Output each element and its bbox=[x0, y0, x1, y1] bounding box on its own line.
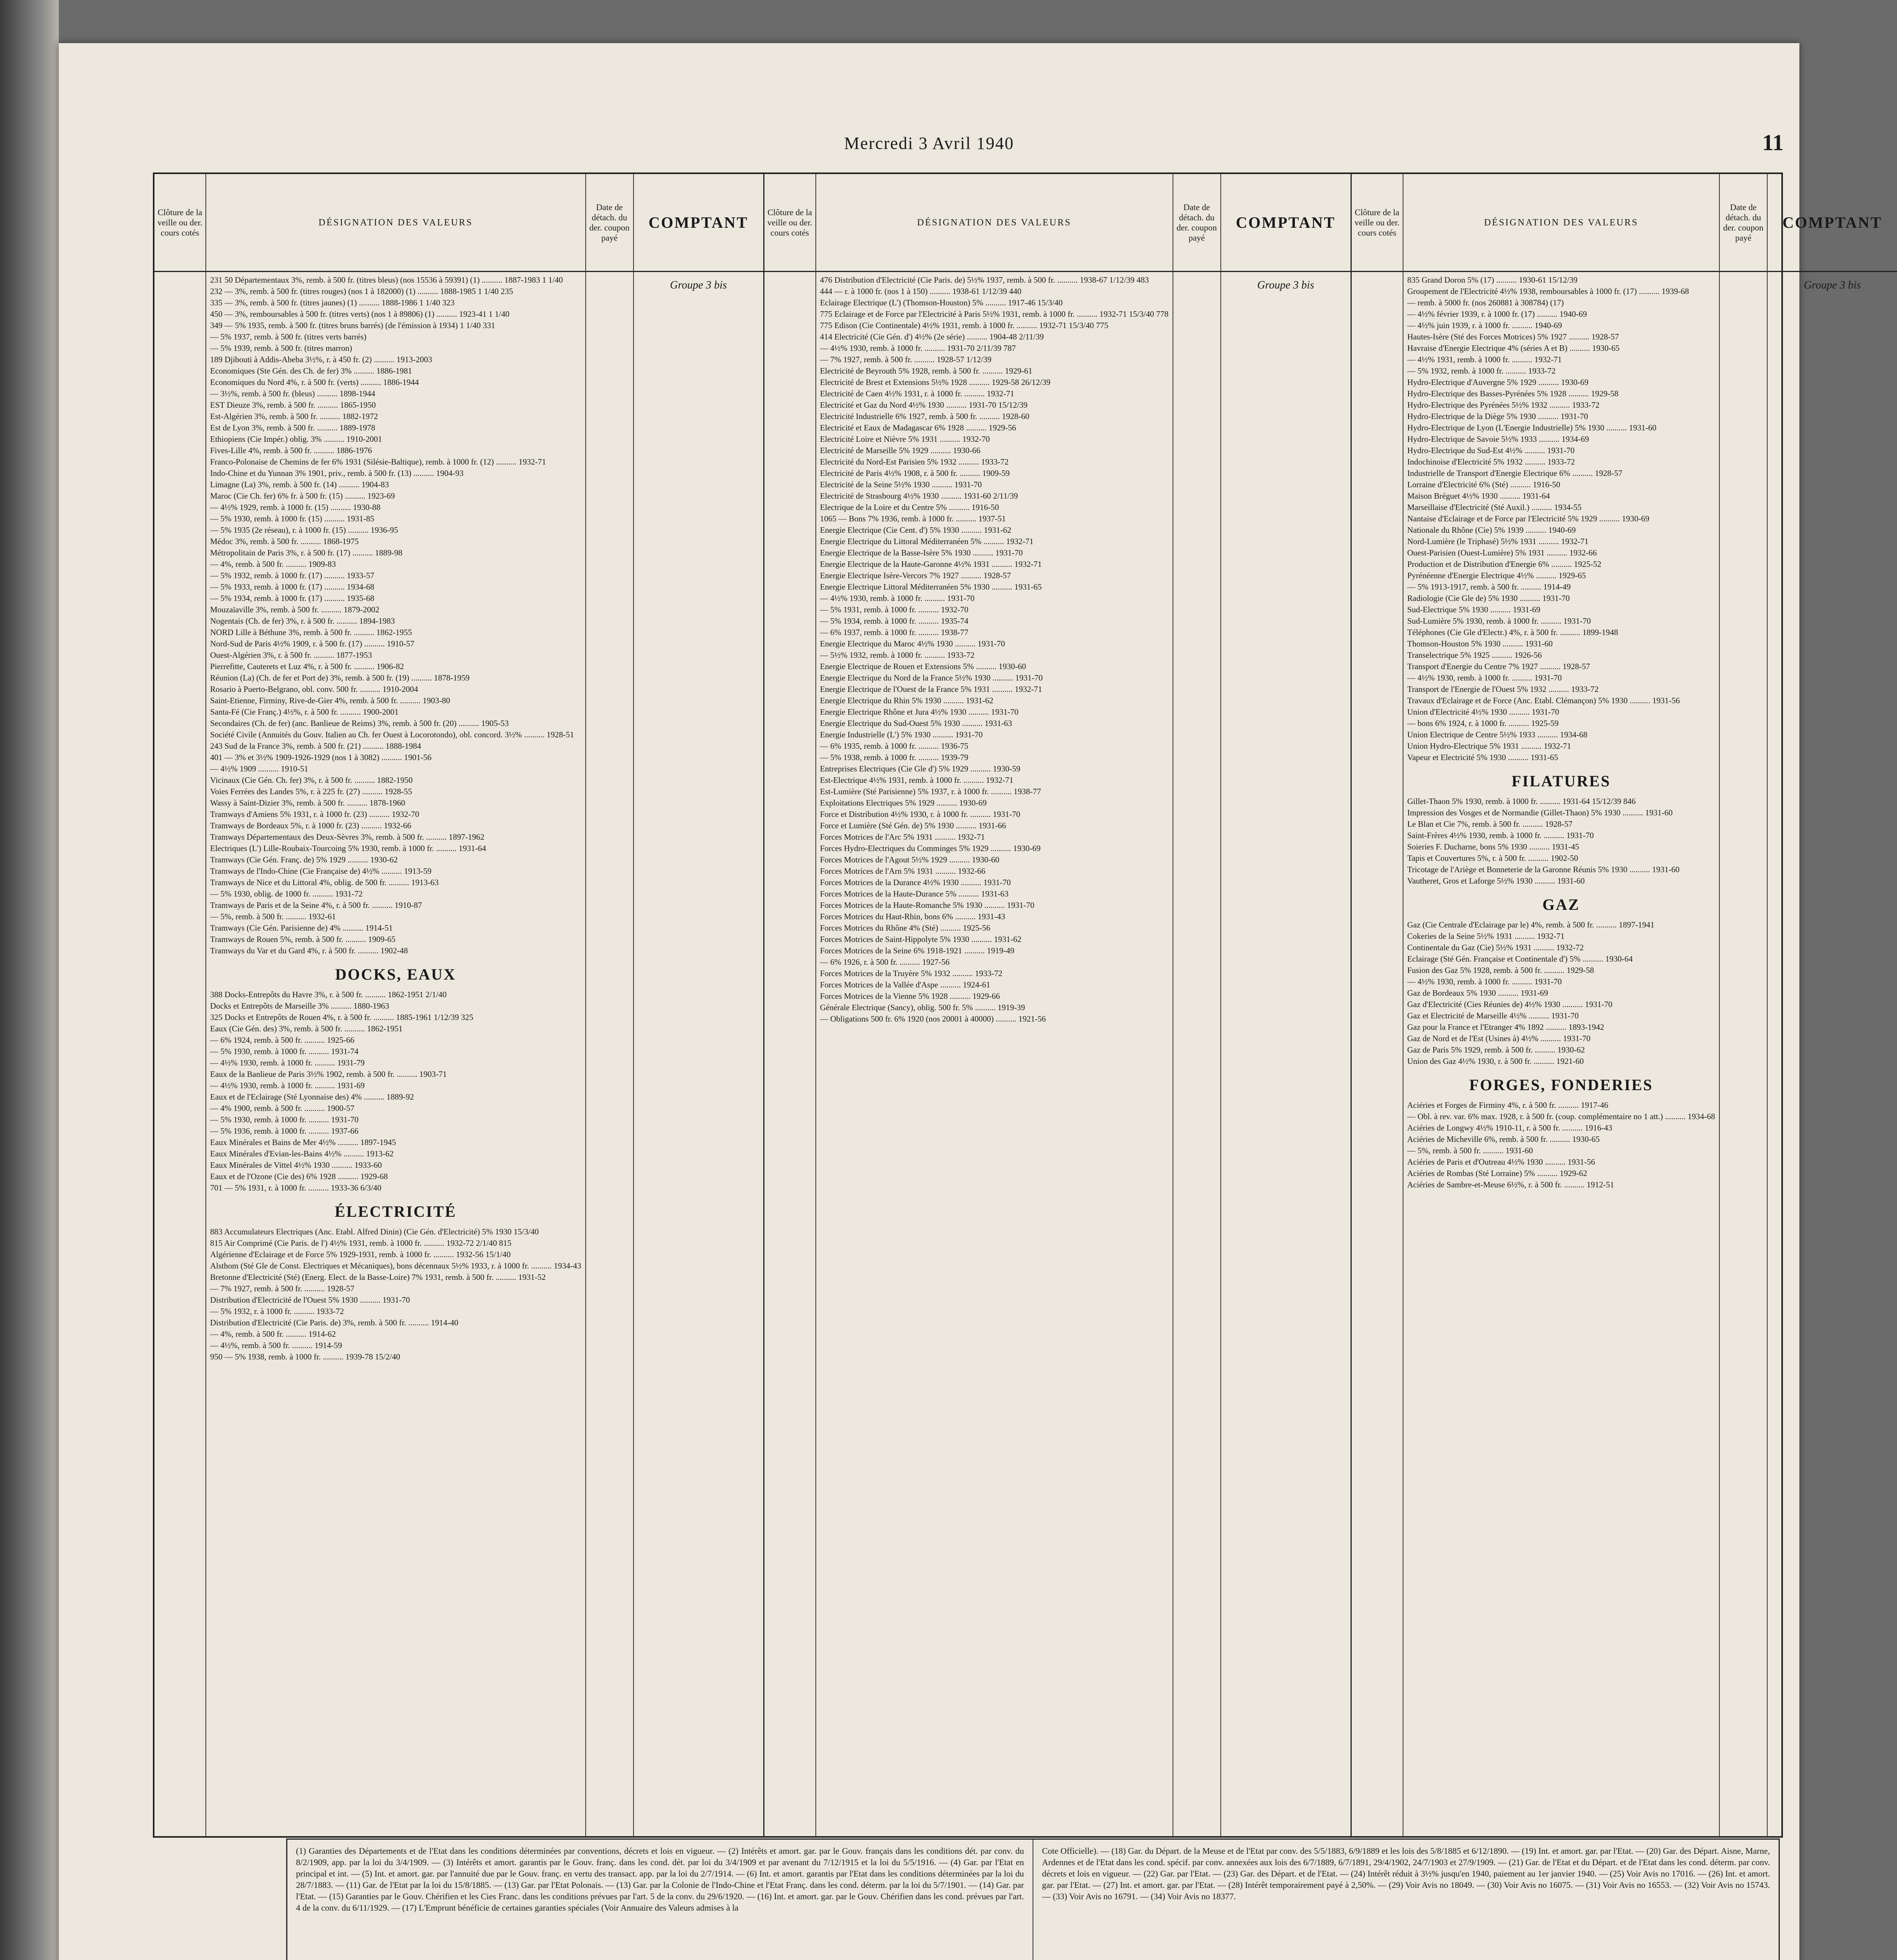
comptant-header: COMPTANT bbox=[1768, 174, 1897, 272]
table-row: Franco-Polonaise de Chemins de fer 6% 1931 (Silésie-Baltique), remb. à 1000 fr. (12) .......... 1932-71 bbox=[210, 457, 546, 466]
table-row: Générale Electrique (Sancy), oblig. 500 fr. 5% .......... 1919-39 bbox=[820, 1003, 1025, 1012]
cloture-column bbox=[764, 174, 816, 1836]
table-row: — 4½% 1930, remb. à 1000 fr. .......... 1931-70 bbox=[1407, 977, 1562, 986]
table-row: Forces Motrices de la Truyère 5% 1932 .......... 1933-72 bbox=[820, 969, 1003, 978]
table-row: Docks et Entrepôts de Marseille 3% .......... 1880-1963 bbox=[210, 1001, 389, 1011]
table-row: Forces Motrices de l'Arc 5% 1931 .......... 1932-71 bbox=[820, 832, 985, 842]
table-row: Alsthom (Sté Gle de Const. Electriques et Mécaniques), bons décennaux 5½% 1933, r. à 1000 fr. .......... 1934-43 bbox=[210, 1261, 581, 1270]
table-row: 883 Accumulateurs Electriques (Anc. Etabl. Alfred Dinin) (Cie Gén. d'Electricité) 5% 1930 15/3/40 bbox=[210, 1227, 539, 1236]
table-row: Energie Electrique du Maroc 4½% 1930 .......... 1931-70 bbox=[820, 639, 1005, 648]
table-row: — 6% 1926, r. à 500 fr. .......... 1927-56 bbox=[820, 957, 950, 967]
table-row: Réunion (La) (Ch. de fer et Port de) 3%, remb. à 500 fr. (19) .......... 1878-1959 bbox=[210, 673, 470, 682]
table-row: Téléphones (Cie Gle d'Electr.) 4%, r. à 500 fr. .......... 1899-1948 bbox=[1407, 628, 1618, 637]
cloture-column bbox=[1352, 174, 1403, 1836]
table-row: Transport d'Energie du Centre 7% 1927 .......... 1928-57 bbox=[1407, 662, 1590, 671]
table-row: Electricité Loire et Nièvre 5% 1931 .......... 1932-70 bbox=[820, 434, 990, 444]
electricite-list bbox=[210, 1226, 581, 1363]
section-gaz: GAZ bbox=[1542, 896, 1580, 913]
table-row: Le Blan et Cie 7%, remb. à 500 fr. .......... 1928-57 bbox=[1407, 819, 1573, 829]
table-row: — 4½% 1909 .......... 1910-51 bbox=[210, 764, 309, 773]
table-row: Economiques (Ste Gén. des Ch. de fer) 3% .......... 1886-1981 bbox=[210, 366, 412, 376]
table-row: 388 Docks-Entrepôts du Havre 3%, r. à 500 fr. .......... 1862-1951 2/1/40 bbox=[210, 990, 447, 999]
table-row: Production et de Distribution d'Energie 6% .......... 1925-52 bbox=[1407, 559, 1601, 569]
table-row: Nord-Sud de Paris 4½% 1909, r. à 500 fr. (17) .......... 1910-57 bbox=[210, 639, 414, 648]
table-row: Eaux et de l'Ozone (Cie des) 6% 1928 .......... 1929-68 bbox=[210, 1172, 388, 1181]
table-row: Ouest-Algérien 3%, r. à 500 fr. .......... 1877-1953 bbox=[210, 650, 372, 660]
date-detach-header: Date de détach. du der. coupon payé bbox=[1173, 174, 1220, 272]
table-row: Gaz de Paris 5% 1929, remb. à 500 fr. .......... 1930-62 bbox=[1407, 1045, 1585, 1054]
table-row: 775 Eclairage et de Force par l'Electricité à Paris 5½% 1931, remb. à 1000 fr. .......... 1932-71 15/3/40 778 bbox=[820, 309, 1169, 319]
table-row: 815 Air Comprimé (Cie Paris. de l') 4½% 1931, remb. à 1000 fr. .......... 1932-72 2/1/40 815 bbox=[210, 1238, 512, 1248]
table-row: 414 Electricité (Cie Gén. d') 4½% (2e série) .......... 1904-48 2/11/39 bbox=[820, 332, 1044, 341]
table-row: — 4½% 1930, remb. à 1000 fr. .......... 1931-70 bbox=[820, 593, 975, 603]
table-row: Nantaise d'Eclairage et de Force par l'Electricité 5% 1929 .......... 1930-69 bbox=[1407, 514, 1650, 523]
column-block-3 bbox=[1352, 174, 1897, 1836]
newspaper-page bbox=[59, 43, 1882, 1960]
table-row: Société Civile (Annuités du Gouv. Italien au Ch. fer Ouest à Locorotondo), obl. concord. 3½% .......... 1928-51 bbox=[210, 730, 574, 739]
table-row: Gaz et Electricité de Marseille 4½% .......... 1931-70 bbox=[1407, 1011, 1579, 1020]
hydro-list bbox=[1407, 274, 1715, 763]
table-row: Médoc 3%, remb. à 500 fr. .......... 1868-1975 bbox=[210, 537, 359, 546]
docks-list bbox=[210, 989, 581, 1194]
table-row: Travaux d'Eclairage et de Force (Anc. Etabl. Clémançon) 5% 1930 .......... 1931-56 bbox=[1407, 696, 1680, 705]
page-date-header: Mercredi 3 Avril 1940 bbox=[844, 134, 1014, 153]
comptant-header: COMPTANT bbox=[634, 174, 763, 272]
table-row: Gaz de Bordeaux 5% 1930 .......... 1931-69 bbox=[1407, 988, 1548, 998]
table-row: Maison Bréguet 4½% 1930 .......... 1931-64 bbox=[1407, 491, 1550, 501]
table-row: Gillet-Thaon 5% 1930, remb. à 1000 fr. .......... 1931-64 15/12/39 846 bbox=[1407, 797, 1636, 806]
electricite-list-continued bbox=[820, 274, 1169, 1025]
table-row: Tramways de Paris et de la Seine 4%, r. à 500 fr. .......... 1910-87 bbox=[210, 900, 422, 910]
table-row: — 5% 1939, remb. à 500 fr. (titres marron) bbox=[210, 343, 352, 353]
book-binding bbox=[0, 0, 59, 1960]
table-row: Forces Motrices de la Durance 4½% 1930 .......... 1931-70 bbox=[820, 878, 1011, 887]
table-row: Wassy à Saint-Dizier 3%, remb. à 500 fr. .......... 1878-1960 bbox=[210, 798, 405, 808]
section-electricite: ÉLECTRICITÉ bbox=[334, 1203, 457, 1220]
groupe-label: Groupe 3 bis bbox=[670, 279, 727, 291]
table-row: Vicinaux (Cie Gén. Ch. fer) 3%, r. à 500 fr. .......... 1882-1950 bbox=[210, 775, 413, 785]
table-row: 401 — 3% et 3½% 1909-1926-1929 (nos 1 à 3082) .......... 1901-56 bbox=[210, 753, 432, 762]
table-row: Energie Electrique du Sud-Ouest 5% 1930 .......... 1931-63 bbox=[820, 719, 1012, 728]
designation-header: DÉSIGNATION DES VALEURS bbox=[1403, 174, 1719, 272]
cloture-column bbox=[154, 174, 206, 1836]
table-row: Est-Electrique 4½% 1931, remb. à 1000 fr. .......... 1932-71 bbox=[820, 775, 1013, 785]
table-row: Nogentais (Ch. de fer) 3%, r. à 500 fr. .......... 1894-1983 bbox=[210, 616, 395, 626]
page-number: 11 bbox=[1762, 130, 1784, 155]
table-row: Continentale du Gaz (Cie) 5½% 1931 .......... 1932-72 bbox=[1407, 943, 1584, 952]
table-row: Gaz (Cie Centrale d'Eclairage par le) 4%, remb. à 500 fr. .......... 1897-1941 bbox=[1407, 920, 1655, 929]
table-row: — 5% 1932, r. à 1000 fr. .......... 1933-72 bbox=[210, 1307, 344, 1316]
table-row: — 4½% 1930, remb. à 1000 fr. .......... 1931-70 2/11/39 787 bbox=[820, 343, 1016, 353]
table-row: Aciéries de Rombas (Sté Lorraine) 5% .......... 1929-62 bbox=[1407, 1169, 1587, 1178]
table-row: — 4½% 1929, remb. à 1000 fr. (15) .......... 1930-88 bbox=[210, 503, 381, 512]
table-row: Aciéries de Longwy 4½% 1910-11, r. à 500 fr. .......... 1916-43 bbox=[1407, 1123, 1612, 1132]
table-row: Energie Electrique Rhône et Jura 4½% 1930 .......... 1931-70 bbox=[820, 707, 1018, 717]
table-row: — 5½% 1932, remb. à 1000 fr. .......... 1933-72 bbox=[820, 650, 975, 660]
table-row: Indo-Chine et du Yunnan 3% 1901, priv., remb. à 500 fr. (13) .......... 1904-93 bbox=[210, 468, 464, 478]
table-row: — 5% 1930, remb. à 1000 fr. .......... 1931-74 bbox=[210, 1047, 359, 1056]
table-row: Forces Motrices du Haut-Rhin, bons 6% .......... 1931-43 bbox=[820, 912, 1006, 921]
table-row: Eaux Minérales et Bains de Mer 4½% .......... 1897-1945 bbox=[210, 1138, 396, 1147]
date-detach-column bbox=[586, 174, 634, 1836]
table-row: Union Hydro-Electrique 5% 1931 .......... 1932-71 bbox=[1407, 741, 1571, 751]
table-row: Eaux et de l'Eclairage (Sté Lyonnaise des) 4% .......... 1889-92 bbox=[210, 1092, 414, 1102]
table-row: — 5% 1934, remb. à 1000 fr. .......... 1935-74 bbox=[820, 616, 969, 626]
table-row: Eclairage Electrique (L') (Thomson-Houston) 5% .......... 1917-46 15/3/40 bbox=[820, 298, 1063, 307]
table-row: — 6% 1924, remb. à 500 fr. .......... 1925-66 bbox=[210, 1035, 355, 1045]
table-row: Impression des Vosges et de Normandie (Gillet-Thaon) 5% 1930 .......... 1931-60 bbox=[1407, 808, 1673, 817]
table-row: Tramways du Var et du Gard 4%, r. à 500 fr. .......... 1902-48 bbox=[210, 946, 408, 955]
table-row: Forces Motrices de la Vienne 5% 1928 .......... 1929-66 bbox=[820, 991, 1000, 1001]
table-row: — 6% 1937, remb. à 1000 fr. .......... 1938-77 bbox=[820, 628, 969, 637]
table-row: Forces Motrices de la Vallée d'Aspe .......... 1924-61 bbox=[820, 980, 990, 989]
table-row: Tramways (Cie Gén. Parisienne de) 4% .......... 1914-51 bbox=[210, 923, 393, 933]
table-row: — 5% 1932, remb. à 1000 fr. .......... 1933-72 bbox=[1407, 366, 1556, 376]
table-row: Forces Motrices de la Haute-Durance 5% .......... 1931-63 bbox=[820, 889, 1009, 898]
table-row: Sud-Electrique 5% 1930 .......... 1931-69 bbox=[1407, 605, 1541, 614]
table-row: Gaz pour la France et l'Etranger 4% 1892 .......... 1893-1942 bbox=[1407, 1022, 1605, 1032]
table-row: Electricité Industrielle 6% 1927, remb. à 500 fr. .......... 1928-60 bbox=[820, 412, 1029, 421]
table-row: Electricité de Marseille 5% 1929 .......... 1930-66 bbox=[820, 446, 980, 455]
table-row: Limagne (La) 3%, remb. à 500 fr. (14) .......... 1904-83 bbox=[210, 480, 389, 489]
table-row: — 4½% 1930, remb. à 1000 fr. .......... 1931-69 bbox=[210, 1081, 365, 1090]
table-row: Aciéries de Paris et d'Outreau 4½% 1930 .......... 1931-56 bbox=[1407, 1157, 1595, 1167]
table-row: Electrique de la Loire et du Centre 5% .......... 1916-50 bbox=[820, 503, 999, 512]
table-row: Fusion des Gaz 5% 1928, remb. à 500 fr. .......... 1929-58 bbox=[1407, 965, 1594, 975]
table-row: Lorraine d'Electricité 6% (Sté) .......... 1916-50 bbox=[1407, 480, 1561, 489]
table-row: Energie Electrique Isère-Vercors 7% 1927 .......... 1928-57 bbox=[820, 571, 1011, 580]
table-row: — 5% 1937, remb. à 500 fr. (titres verts barrés) bbox=[210, 332, 367, 341]
table-row: 231 50 Départementaux 3%, remb. à 500 fr. (titres bleus) (nos 15536 à 59391) (1) .......... 1887-1983 1 1/40 bbox=[210, 275, 563, 285]
table-row: Electricité de Caen 4½% 1931, r. à 1000 fr. .......... 1932-71 bbox=[820, 389, 1015, 398]
table-row: Hydro-Electrique du Sud-Est 4½% .......... 1931-70 bbox=[1407, 446, 1575, 455]
table-row: Electriques (L') Lille-Roubaix-Tourcoing 5% 1930, remb. à 1000 fr. .......... 1931-64 bbox=[210, 844, 486, 853]
comptant-header: COMPTANT bbox=[1221, 174, 1351, 272]
table-row: Electricité de la Seine 5½% 1930 .......... 1931-70 bbox=[820, 480, 982, 489]
designation-rows bbox=[206, 272, 585, 1836]
table-row: Santa-Fé (Cie Franç.) 4½%, r. à 500 fr. .......... 1900-2001 bbox=[210, 707, 399, 717]
table-row: 450 — 3%, remboursables à 500 fr. (titres verts) (nos 1 à 89806) (1) .......... 1923-41 1 1/40 bbox=[210, 309, 510, 319]
table-row: Hydro-Electrique de Savoie 5½% 1933 .......... 1934-69 bbox=[1407, 434, 1589, 444]
table-row: Forces Motrices de l'Agout 5½% 1929 .......... 1930-60 bbox=[820, 855, 1000, 864]
table-row: Tramways de Nice et du Littoral 4%, oblig. de 500 fr. .......... 1913-63 bbox=[210, 878, 439, 887]
table-row: — 7% 1927, remb. à 500 fr. .......... 1928-57 1/12/39 bbox=[820, 355, 992, 364]
table-row: — 5% 1936, remb. à 1000 fr. .......... 1937-66 bbox=[210, 1126, 359, 1136]
table-row: Mouzaïaville 3%, remb. à 500 fr. .......... 1879-2002 bbox=[210, 605, 379, 614]
table-row: Union Electrique de Centre 5½% 1933 .......... 1934-68 bbox=[1407, 730, 1588, 739]
table-row: — 5% 1930, oblig. de 1000 fr. .......... 1931-72 bbox=[210, 889, 363, 898]
table-row: 349 — 5% 1935, remb. à 500 fr. (titres bruns barrés) (de l'émission à 1934) 1 1/40 331 bbox=[210, 321, 495, 330]
table-row: Est-Algérien 3%, remb. à 500 fr. .......... 1882-1972 bbox=[210, 412, 378, 421]
table-row: Electricité de Paris 4½% 1908, r. à 500 fr. .......... 1909-59 bbox=[820, 468, 1010, 478]
table-row: Energie Electrique de la Haute-Garonne 4½% 1931 .......... 1932-71 bbox=[820, 559, 1042, 569]
table-row: — 5%, remb. à 500 fr. .......... 1931-60 bbox=[1407, 1146, 1533, 1155]
table-row: Energie Electrique du Rhin 5% 1930 .......... 1931-62 bbox=[820, 696, 993, 705]
table-row: Est de Lyon 3%, remb. à 500 fr. .......... 1889-1978 bbox=[210, 423, 376, 432]
table-row: Transelectrique 5% 1925 .......... 1926-56 bbox=[1407, 650, 1542, 660]
table-row: Tramways Départementaux des Deux-Sèvres 3%, remb. à 500 fr. .......... 1897-1962 bbox=[210, 832, 485, 842]
table-row: Soieries F. Ducharne, bons 5% 1930 .......... 1931-45 bbox=[1407, 842, 1579, 851]
cloture-header: Clôture de la veille ou der. cours cotés bbox=[1352, 174, 1403, 272]
table-row: EST Dieuze 3%, remb. à 500 fr. .......... 1865-1950 bbox=[210, 400, 376, 410]
section-filatures: FILATURES bbox=[1511, 772, 1611, 790]
table-row: Nord-Lumière (le Triphasé) 5½% 1931 .......... 1932-71 bbox=[1407, 537, 1589, 546]
table-row: Saint-Frères 4½% 1930, remb. à 1000 fr. .......... 1931-70 bbox=[1407, 831, 1594, 840]
table-row: — 7% 1927, remb. à 500 fr. .......... 1928-57 bbox=[210, 1284, 355, 1293]
table-row: Eclairage (Sté Gén. Française et Continentale d') 5% .......... 1930-64 bbox=[1407, 954, 1633, 964]
table-row: — Obligations 500 fr. 6% 1920 (nos 20001 à 40000) .......... 1921-56 bbox=[820, 1014, 1046, 1024]
securities-table bbox=[153, 172, 1882, 1838]
table-row: Fives-Lille 4%, remb. à 500 fr. .......... 1886-1976 bbox=[210, 446, 372, 455]
table-row: — 4½% 1931, remb. à 1000 fr. .......... 1932-71 bbox=[1407, 355, 1562, 364]
table-row: Maroc (Cie Ch. fer) 6% fr. à 500 fr. (15) .......... 1923-69 bbox=[210, 491, 395, 501]
table-row: — 4%, remb. à 500 fr. .......... 1914-62 bbox=[210, 1329, 336, 1339]
table-row: Forces Motrices de Saint-Hippolyte 5% 1930 .......... 1931-62 bbox=[820, 935, 1022, 944]
table-row: Tramways de l'Indo-Chine (Cie Française de) 4½% .......... 1913-59 bbox=[210, 866, 432, 876]
table-row: — 4% 1900, remb. à 500 fr. .......... 1900-57 bbox=[210, 1103, 355, 1113]
table-row: Hydro-Electrique d'Auvergne 5% 1929 .......... 1930-69 bbox=[1407, 377, 1589, 387]
table-row: — 4½%, remb. à 500 fr. .......... 1914-59 bbox=[210, 1341, 342, 1350]
table-row: — 5% 1933, remb. à 1000 fr. (17) .......... 1934-68 bbox=[210, 582, 374, 592]
table-row: Ouest-Parisien (Ouest-Lumière) 5% 1931 .......... 1932-66 bbox=[1407, 548, 1597, 557]
table-row: Hydro-Electrique des Basses-Pyrénées 5% 1928 .......... 1929-58 bbox=[1407, 389, 1619, 398]
gaz-list bbox=[1407, 919, 1715, 1067]
table-row: — 4%, remb. à 500 fr. .......... 1909-83 bbox=[210, 559, 336, 569]
table-row: Havraise d'Energie Electrique 4% (séries A et B) .......... 1930-65 bbox=[1407, 343, 1620, 353]
table-row: Voies Ferrées des Landes 5%, r. à 225 fr. (27) .......... 1928-55 bbox=[210, 787, 412, 796]
table-row: Energie Electrique Littoral Méditerranéen 5% 1930 .......... 1931-65 bbox=[820, 582, 1042, 592]
table-row: — 5% 1930, remb. à 1000 fr. .......... 1931-70 bbox=[210, 1115, 359, 1124]
table-row: Ethiopiens (Cie Impér.) oblig. 3% .......... 1910-2001 bbox=[210, 434, 382, 444]
table-row: Cokeries de la Seine 5½% 1931 .......... 1932-71 bbox=[1407, 931, 1565, 941]
table-row: Tramways de Bordeaux 5%, r. à 1000 fr. (23) .......... 1932-66 bbox=[210, 821, 412, 830]
table-row: — 5%, remb. à 500 fr. .......... 1932-61 bbox=[210, 912, 336, 921]
table-row: — 5% 1934, remb. à 1000 fr. (17) .......... 1935-68 bbox=[210, 593, 374, 603]
table-row: — 4½% février 1939, r. à 1000 fr. (17) .......... 1940-69 bbox=[1407, 309, 1587, 319]
table-row: Vautheret, Gros et Laforge 5½% 1930 .......... 1931-60 bbox=[1407, 876, 1585, 886]
table-row: Bretonne d'Electricité (Sté) (Energ. Elect. de la Basse-Loire) 7% 1931, remb. à 500 fr. .......... 1931-52 bbox=[210, 1272, 546, 1282]
table-row: Eaux (Cie Gén. des) 3%, remb. à 500 fr. .......... 1862-1951 bbox=[210, 1024, 403, 1033]
table-row: Tapis et Couvertures 5%, r. à 500 fr. .......... 1902-50 bbox=[1407, 853, 1578, 863]
table-row: Thomson-Houston 5% 1930 .......... 1931-60 bbox=[1407, 639, 1553, 648]
table-row: Forces Motrices de la Haute-Romanche 5% 1930 .......... 1931-70 bbox=[820, 900, 1035, 910]
table-row: 325 Docks et Entrepôts de Rouen 4%, r. à 500 fr. .......... 1885-1961 1/12/39 325 bbox=[210, 1013, 474, 1022]
table-row: Métropolitain de Paris 3%, r. à 500 fr. (17) .......... 1889-98 bbox=[210, 548, 403, 557]
footnotes-box bbox=[286, 1838, 1780, 1960]
comptant-column bbox=[1221, 174, 1351, 1836]
table-row: Gaz de Nord et de l'Est (Usines à) 4½% .......... 1931-70 bbox=[1407, 1034, 1591, 1043]
table-row: Sud-Lumière 5% 1930, remb. à 1000 fr. .......... 1931-70 bbox=[1407, 616, 1591, 626]
table-row: Economiques du Nord 4%, r. à 500 fr. (verts) .......... 1886-1944 bbox=[210, 377, 419, 387]
table-row: Secondaires (Ch. de fer) (anc. Banlieue de Reims) 3%, remb. à 500 fr. (20) .......... 1905-53 bbox=[210, 719, 509, 728]
table-row: Eaux Minérales d'Evian-les-Bains 4½% .......... 1913-62 bbox=[210, 1149, 394, 1158]
table-row: — 5% 1930, remb. à 1000 fr. (15) .......... 1931-85 bbox=[210, 514, 374, 523]
table-row: — Obl. à rev. var. 6% max. 1928, r. à 500 fr. (coup. complémentaire no 1 att.) .......... 1934-68 bbox=[1407, 1112, 1715, 1121]
table-row: — 5% 1935 (2e réseau), r. à 1000 fr. (15) .......... 1936-95 bbox=[210, 525, 398, 535]
table-row: Radiologie (Cie Gle de) 5% 1930 .......... 1931-70 bbox=[1407, 593, 1570, 603]
table-row: Energie Electrique de l'Ouest de la France 5% 1931 .......... 1932-71 bbox=[820, 684, 1042, 694]
table-row: — 3½%, remb. à 500 fr. (bleus) .......... 1898-1944 bbox=[210, 389, 376, 398]
footnotes-left: (1) Garanties des Départements et de l'Etat dans les conditions déterminées par conventions, décrets et lois en vigueur. — (2) Intérêts et amort. gar. par le Gouv. français dans les conditions dét. par conv. du 8/2/1909, app. par la loi du 3/4/1909. — (3) Intérêts et amort. garantis par le Gouv. franç. dans les cond. dét. par loi du 3/4/1909 et par avenant du 7/12/1915 et la loi du 5/5/1916. — (4) Gar. par l'Etat en principal et int. — (5) Int. et amort. gar. par l'annuité due par le Gouv. franç. en vertu des transact. app. par la loi du 2/7/1914. — (6) Int. et amort. garantis par l'Etat dans les conditions déterminées par la loi du 28/7/1883. — (11) Gar. de l'Etat par la loi du 15/8/1885. — (13) Gar. par l'Etat Polonais. — (13) Gar. par la Colonie de l'Indo-Chine et l'Etat Franç. dans les cond. déterm. par la loi du 5/7/1901. — (14) Gar. par l'Etat. — (15) Garanties par le Gouv. Chérifien et les Cies Franc. dans les conditions prévues par l'art. 5 de la conv. du 29/6/1920. — (16) Int. et amort. gar. par le Gouv. Chérifien dans les cond. prévues par l'art. 4 de la conv. du 6/11/1929. — (17) L'Emprunt bénéficie de certaines garanties spéciales (Voir Annuaire des Valeurs admises à la bbox=[296, 1846, 1024, 1913]
table-row: 1065 — Bons 7% 1936, remb. à 1000 fr. .......... 1937-51 bbox=[820, 514, 1006, 523]
table-row: 243 Sud de la France 3%, remb. à 500 fr. (21) .......... 1888-1984 bbox=[210, 741, 421, 751]
table-row: 835 Grand Doron 5% (17) .......... 1930-61 15/12/39 bbox=[1407, 275, 1578, 285]
table-row: Energie Electrique (Cie Cent. d') 5% 1930 .......... 1931-62 bbox=[820, 525, 1011, 535]
forges-list bbox=[1407, 1100, 1715, 1191]
designation-column bbox=[816, 174, 1173, 1836]
filatures-list bbox=[1407, 796, 1715, 887]
groupe-label: Groupe 3 bis bbox=[1257, 279, 1314, 291]
table-row: Entreprises Electriques (Cie Gle d') 5% 1929 .......... 1930-59 bbox=[820, 764, 1020, 773]
footnotes-right: Cote Officielle). — (18) Gar. du Départ. de la Meuse et de l'Etat par conv. des 5/5/1883, 6/9/1889 et les lois des 5/8/1885 et 6/12/1890. — (19) Int. et amort. gar. par l'Etat. — (20) Gar. des Départ. Aisne, Marne, Ardennes et de l'Etat dans les cond. spécif. par conv. annexées aux lois des 6/7/1889, 6/7/1891, 29/4/1902, 24/7/1903 et 27/9/1909. — (21) Gar. de l'Etat et du Départ. et de l'Etat dans les cond. déterm. par conv. décrets et lois en vigueur. — (22) Gar. par l'Etat. — (23) Gar. des Départ. et de l'Etat. — (24) Intérêt réduit à 3½% jusqu'en 1940, paiement au 1er janvier 1940. — (25) Voir Avis no 17016. — (26) Int. et amort. gar. par l'Etat. — (27) Int. et amort. gar. par l'Etat. — (28) Intérêt temporairement payé à 2,50%. — (29) Voir Avis no 18049. — (30) Voir Avis no 16075. — (31) Voir Avis no 16553. — (32) Voir Avis no 15743. — (33) Voir Avis no 16791. — (34) Voir Avis no 18377. bbox=[1033, 1840, 1779, 1960]
comptant-column bbox=[1768, 174, 1897, 1836]
date-detach-column bbox=[1173, 174, 1221, 1836]
table-row: Eaux Minérales de Vittel 4½% 1930 .......... 1933-60 bbox=[210, 1160, 382, 1170]
table-row: 950 — 5% 1938, remb. à 1000 fr. .......... 1939-78 15/2/40 bbox=[210, 1352, 400, 1361]
table-row: Transport de l'Energie de l'Ouest 5% 1932 .......... 1933-72 bbox=[1407, 684, 1599, 694]
table-row: Electricité et Eaux de Madagascar 6% 1928 .......... 1929-56 bbox=[820, 423, 1016, 432]
designation-rows bbox=[816, 272, 1173, 1836]
table-row: Tramways (Cie Gén. Franç. de) 5% 1929 .......... 1930-62 bbox=[210, 855, 398, 864]
table-row: Aciéries de Sambre-et-Meuse 6½%, r. à 500 fr. .......... 1912-51 bbox=[1407, 1180, 1614, 1189]
table-row: Electricité de Beyrouth 5% 1928, remb. à 500 fr. .......... 1929-61 bbox=[820, 366, 1033, 376]
designation-rows bbox=[1403, 272, 1719, 1836]
column-block-2 bbox=[764, 174, 1352, 1836]
table-row: Electricité et Gaz du Nord 4½% 1930 .......... 1931-70 15/12/39 bbox=[820, 400, 1028, 410]
table-row: Energie Industrielle (L') 5% 1930 .......... 1931-70 bbox=[820, 730, 983, 739]
designation-column bbox=[1403, 174, 1720, 1836]
table-row: Forces Hydro-Electriques du Comminges 5% 1929 .......... 1930-69 bbox=[820, 844, 1041, 853]
cloture-header: Clôture de la veille ou der. cours cotés bbox=[764, 174, 815, 272]
cloture-header: Clôture de la veille ou der. cours cotés bbox=[154, 174, 205, 272]
table-row: Distribution d'Electricité de l'Ouest 5% 1930 .......... 1931-70 bbox=[210, 1295, 410, 1305]
table-row: Exploitations Electriques 5% 1929 .......... 1930-69 bbox=[820, 798, 987, 808]
table-row: Aciéries de Micheville 6%, remb. à 500 fr. .......... 1930-65 bbox=[1407, 1134, 1600, 1144]
table-row: NORD Lille à Béthune 3%, remb. à 500 fr. .......... 1862-1955 bbox=[210, 628, 412, 637]
table-row: 444 — r. à 1000 fr. (nos 1 à 150) .......... 1938-61 1/12/39 440 bbox=[820, 287, 1022, 296]
table-row: Energie Electrique du Littoral Méditerranéen 5% .......... 1932-71 bbox=[820, 537, 1034, 546]
table-row: Hydro-Electrique des Pyrénées 5½% 1932 .......... 1933-72 bbox=[1407, 400, 1600, 410]
table-row: Groupement de l'Electricité 4½% 1938, remboursables à 1000 fr. (17) .......... 1939-68 bbox=[1407, 287, 1689, 296]
table-row: 232 — 3%, remb. à 500 fr. (titres rouges) (nos 1 à 182000) (1) .......... 1888-1985 1 1/40 235 bbox=[210, 287, 513, 296]
rail-list bbox=[210, 274, 581, 956]
table-row: Energie Electrique de Rouen et Extensions 5% .......... 1930-60 bbox=[820, 662, 1026, 671]
table-row: Union d'Electricité 4½% 1930 .......... 1931-70 bbox=[1407, 707, 1559, 717]
table-row: — 4½% 1930, remb. à 1000 fr. .......... 1931-70 bbox=[1407, 673, 1562, 682]
designation-header: DÉSIGNATION DES VALEURS bbox=[816, 174, 1173, 272]
date-detach-header: Date de détach. du der. coupon payé bbox=[586, 174, 633, 272]
table-row: Distribution d'Electricité (Cie Paris. de) 3%, remb. à 500 fr. .......... 1914-40 bbox=[210, 1318, 459, 1327]
table-row: Gaz d'Electricité (Cies Réunies de) 4½% 1930 .......... 1931-70 bbox=[1407, 1000, 1613, 1009]
table-row: Force et Lumière (Sté Gén. de) 5% 1930 .......... 1931-66 bbox=[820, 821, 1006, 830]
designation-header: DÉSIGNATION DES VALEURS bbox=[206, 174, 585, 272]
table-row: Hydro-Electrique de Lyon (L'Energie Industrielle) 5% 1930 .......... 1931-60 bbox=[1407, 423, 1657, 432]
table-row: — 4½% juin 1939, r. à 1000 fr. .......... 1940-69 bbox=[1407, 321, 1562, 330]
column-block-1 bbox=[154, 174, 764, 1836]
table-row: 476 Distribution d'Electricité (Cie Paris. de) 5½% 1937, remb. à 500 fr. .......... 1938-67 1/12/39 483 bbox=[820, 275, 1149, 285]
table-row: 189 Djibouti à Addis-Abeba 3½%, r. à 450 fr. (2) .......... 1913-2003 bbox=[210, 355, 432, 364]
date-detach-header: Date de détach. du der. coupon payé bbox=[1720, 174, 1767, 272]
table-row: Algérienne d'Eclairage et de Force 5% 1929-1931, remb. à 1000 fr. .......... 1932-56 15/1/40 bbox=[210, 1250, 511, 1259]
table-row: Tramways d'Amiens 5% 1931, r. à 1000 fr. (23) .......... 1932-70 bbox=[210, 809, 419, 819]
table-row: Forces Motrices de la Seine 6% 1918-1921 .......... 1919-49 bbox=[820, 946, 1015, 955]
table-row: Industrielle de Transport d'Energie Electrique 6% .......... 1928-57 bbox=[1407, 468, 1623, 478]
table-row: Union des Gaz 4½% 1930, r. à 500 fr. .......... 1921-60 bbox=[1407, 1056, 1584, 1066]
table-row: Energie Electrique du Nord de la France 5½% 1930 .......... 1931-70 bbox=[820, 673, 1043, 682]
table-row: — 5% 1931, remb. à 1000 fr. .......... 1932-70 bbox=[820, 605, 969, 614]
table-row: Pyrénéenne d'Energie Electrique 4½% .......... 1929-65 bbox=[1407, 571, 1586, 580]
table-row: Electricité de Brest et Extensions 5½% 1928 .......... 1929-58 26/12/39 bbox=[820, 377, 1051, 387]
table-row: Eaux de la Banlieue de Paris 3½% 1902, remb. à 500 fr. .......... 1903-71 bbox=[210, 1069, 447, 1079]
table-row: Vapeur et Electricité 5% 1930 .......... 1931-65 bbox=[1407, 753, 1558, 762]
table-row: — 5% 1932, remb. à 1000 fr. (17) .......... 1933-57 bbox=[210, 571, 374, 580]
table-row: Aciéries et Forges de Firminy 4%, r. à 500 fr. .......... 1917-46 bbox=[1407, 1100, 1608, 1110]
table-row: Electricité du Nord-Est Parisien 5% 1932 .......... 1933-72 bbox=[820, 457, 1009, 466]
table-row: Hydro-Electrique de la Diège 5% 1930 .......... 1931-70 bbox=[1407, 412, 1588, 421]
table-row: — bons 6% 1924, r. à 1000 fr. .......... 1925-59 bbox=[1407, 719, 1559, 728]
table-row: — 5% 1913-1917, remb. à 500 fr. .......... 1914-49 bbox=[1407, 582, 1571, 592]
section-forges-fonderies: FORGES, FONDERIES bbox=[1469, 1076, 1653, 1094]
table-row: Tricotage de l'Ariège et Bonneterie de la Garonne Réunis 5% 1930 .......... 1931-60 bbox=[1407, 865, 1680, 874]
table-row: Tramways de Rouen 5%, remb. à 500 fr. .......... 1909-65 bbox=[210, 935, 396, 944]
table-row: Indochinoise d'Electricité 5% 1932 .......... 1933-72 bbox=[1407, 457, 1575, 466]
table-row: — remb. à 5000 fr. (nos 260881 à 308784) (17) bbox=[1407, 298, 1564, 307]
table-row: — 6% 1935, remb. à 1000 fr. .......... 1936-75 bbox=[820, 741, 969, 751]
table-row: Nationale du Rhône (Cie) 5% 1939 .......... 1940-69 bbox=[1407, 525, 1576, 535]
date-detach-column bbox=[1720, 174, 1768, 1836]
table-row: Rosario à Puerto-Belgrano, obl. conv. 500 fr. .......... 1910-2004 bbox=[210, 684, 418, 694]
groupe-label: Groupe 3 bis bbox=[1804, 279, 1861, 291]
comptant-column bbox=[634, 174, 763, 1836]
table-row: Hautes-Isère (Sté des Forces Motrices) 5% 1927 .......... 1928-57 bbox=[1407, 332, 1619, 341]
table-row: Force et Distribution 4½% 1930, r. à 1000 fr. .......... 1931-70 bbox=[820, 809, 1020, 819]
table-row: — 4½% 1930, remb. à 1000 fr. .......... 1931-79 bbox=[210, 1058, 365, 1067]
table-row: Pierrefitte, Cauterets et Luz 4%, r. à 500 fr. .......... 1906-82 bbox=[210, 662, 404, 671]
table-row: 775 Edison (Cie Continentale) 4½% 1931, remb. à 1000 fr. .......... 1932-71 15/3/40 775 bbox=[820, 321, 1109, 330]
table-row: 335 — 3%, remb. à 500 fr. (titres jaunes) (1) .......... 1888-1986 1 1/40 323 bbox=[210, 298, 455, 307]
table-row: Forces Motrices du Rhône 4% (Sté) .......... 1925-56 bbox=[820, 923, 991, 933]
table-row: — 5% 1938, remb. à 1000 fr. .......... 1939-79 bbox=[820, 753, 969, 762]
table-row: Forces Motrices de l'Arn 5% 1931 .......... 1932-66 bbox=[820, 866, 986, 876]
table-row: 701 — 5% 1931, r. à 1000 fr. .......... 1933-36 6/3/40 bbox=[210, 1183, 381, 1192]
designation-column bbox=[206, 174, 586, 1836]
table-row: Est-Lumière (Sté Parisienne) 5% 1937, r. à 1000 fr. .......... 1938-77 bbox=[820, 787, 1041, 796]
table-row: Electricité de Strasbourg 4½% 1930 .......... 1931-60 2/11/39 bbox=[820, 491, 1018, 501]
table-row: Saint-Etienne, Firminy, Rive-de-Gier 4%, remb. à 500 fr. .......... 1903-80 bbox=[210, 696, 450, 705]
table-row: Marseillaise d'Electricité (Sté Auxil.) .......... 1934-55 bbox=[1407, 503, 1582, 512]
table-row: Energie Electrique de la Basse-Isère 5% 1930 .......... 1931-70 bbox=[820, 548, 1023, 557]
section-docks-eaux: DOCKS, EAUX bbox=[335, 965, 456, 983]
